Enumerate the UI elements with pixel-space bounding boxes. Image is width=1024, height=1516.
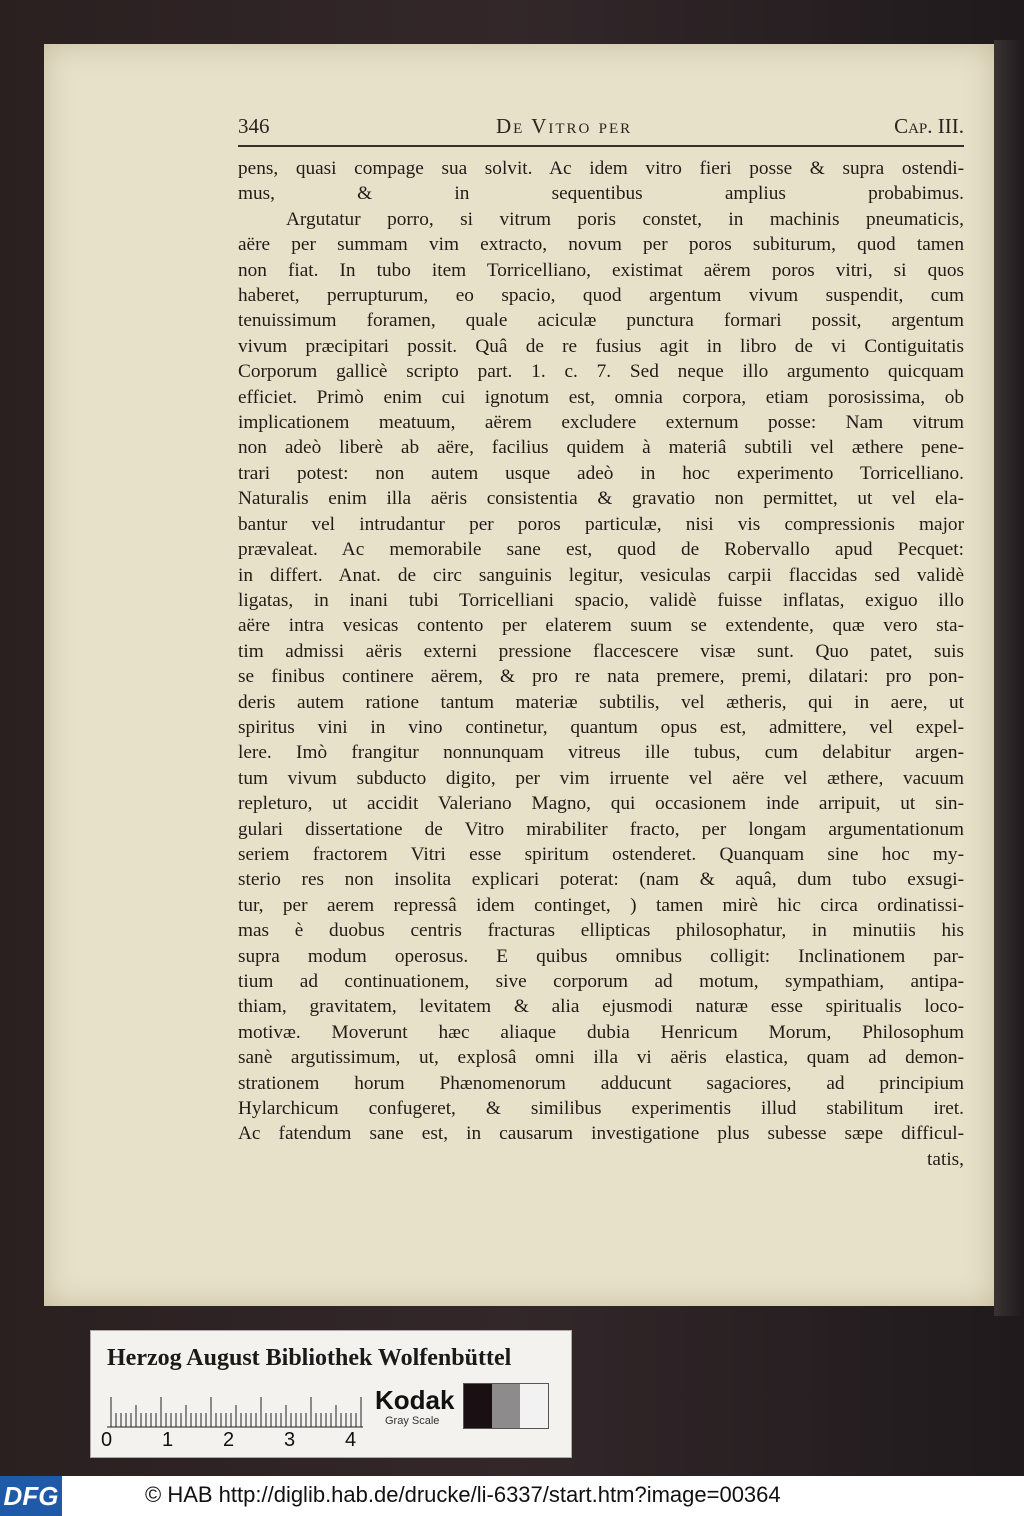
text-line: ligatas, in inani tubi Torricelliani spacio, validè fuisse inflatas, exiguo illo bbox=[238, 589, 964, 611]
text-line: aëre intra vesicas contento per elaterem suum se extendente, quæ vero sta- bbox=[238, 615, 964, 637]
text-line: efficiet. Primò enim cui ignotum est, omnia corpora, etiam porosissima, ob bbox=[238, 386, 964, 408]
text-line: vivum præcipitari possit. Quâ de re fusius agit in libro de vi Contiguitatis bbox=[238, 335, 964, 357]
text-line: supra modum operosus. E quibus omnibus colligit: Inclinationem par- bbox=[238, 945, 964, 967]
text-line: tenuissimum foramen, quale aciculæ punctura formari possit, argentum bbox=[238, 310, 964, 332]
text-line: repleturo, ut accidit Valeriano Magno, qui occasionem inde arripuit, ut sin- bbox=[238, 793, 964, 815]
catchword: tatis, bbox=[927, 1148, 964, 1170]
text-line: mus, & in sequentibus amplius probabimus. bbox=[238, 183, 964, 205]
text-line: pens, quasi compage sua solvit. Ac idem vitro fieri posse & supra ostendi- bbox=[238, 158, 964, 179]
kodak-logo: Kodak bbox=[375, 1385, 455, 1415]
text-line: non adeò liberè ab aëre, facilius quidem à materiâ subtili vel æthere pene- bbox=[238, 437, 964, 459]
footer-bar bbox=[0, 1476, 1024, 1516]
ruler-number: 2 bbox=[223, 1429, 235, 1451]
running-head bbox=[238, 114, 964, 142]
text-line: implicationem meatuum, aërem excludere externum posse: Nam vitrum bbox=[238, 412, 964, 434]
text-line: prævaleat. Ac memorabile sane est, quod de Robervallo apud Pecquet: bbox=[238, 539, 964, 561]
scale-ruler bbox=[107, 1391, 363, 1429]
text-line: gulari dissertatione de Vitro mirabiliter fracto, per longam argumentationum bbox=[238, 818, 964, 840]
text-line: trari potest: non autem usque adeò in hoc experimento Torricelliano. bbox=[238, 462, 964, 484]
text-line: bantur vel intrudantur per poros particulæ, nisi vis compressionis major bbox=[238, 513, 964, 535]
text-line: strationem horum Phænomenorum adducunt sagaciores, ad principium bbox=[238, 1072, 964, 1094]
dfg-logo: DFG bbox=[0, 1476, 62, 1516]
text-line: Naturalis enim illa aëris consistentia & gravatio non permittet, ut vel ela- bbox=[238, 488, 964, 510]
text-line: sanè argutissimum, ut, explosâ omni illa vi aëris elastica, quam ad demon- bbox=[238, 1047, 964, 1069]
text-line: tim admissi aëris externi pressione flaccescere visæ sunt. Quo patet, suis bbox=[238, 640, 964, 662]
copyright-url: © HAB http://diglib.hab.de/drucke/li-6337/start.htm?image=00364 bbox=[145, 1482, 781, 1507]
text-line: lere. Imò frangitur nonnunquam vitreus ille tubus, cum delabitur argen- bbox=[238, 742, 964, 764]
text-line: spiritus vini in vino continetur, quantum opus est, admittere, vel expel- bbox=[238, 716, 964, 738]
ruler-number: 0 bbox=[101, 1429, 113, 1451]
text-line: thiam, gravitatem, levitatem & alia ejusmodi naturæ esse spiritualis loco- bbox=[238, 996, 964, 1018]
library-name: Herzog August Bibliothek Wolfenbüttel bbox=[107, 1345, 512, 1371]
text-line: sterio res non insolita explicari poterat: (nam & aquâ, dum tubo exsugi- bbox=[238, 869, 964, 891]
header-rule bbox=[238, 145, 964, 147]
text-line: in differt. Anat. de circ sanguinis legitur, vesiculas carpii flaccidas sed validè bbox=[238, 564, 964, 586]
text-line: seriem fractorem Vitri esse spiritum ostenderet. Quanquam sine hoc my- bbox=[238, 843, 964, 865]
gray-scale-label: Gray Scale bbox=[385, 1415, 440, 1427]
chapter-label: Cap. III. bbox=[894, 114, 964, 138]
gray-swatch bbox=[464, 1384, 492, 1428]
body-text bbox=[238, 156, 964, 1172]
running-title: De Vitro per bbox=[496, 114, 633, 138]
archive-label bbox=[90, 1330, 572, 1458]
text-line: Argutatur porro, si vitrum poris constet, in machinis pneumaticis, bbox=[286, 208, 964, 230]
gray-swatch bbox=[492, 1384, 520, 1428]
text-line: Corporum gallicè scripto part. 1. c. 7. Sed neque illo argumento quicquam bbox=[238, 361, 964, 383]
gray-swatch bbox=[520, 1384, 548, 1428]
text-line: mas è duobus centris fracturas ellipticas philosophatur, in minutiis his bbox=[238, 920, 964, 942]
text-line: Ac fatendum sane est, in causarum investigatione plus subesse sæpe difficul- bbox=[238, 1123, 964, 1145]
text-line: aëre per summam vim extracto, novum per poros subiturum, quod tamen bbox=[238, 234, 964, 256]
adjacent-page-edge bbox=[994, 40, 1024, 1316]
text-line: tium ad continuationem, sive corporum ad motum, sympathiam, antipa- bbox=[238, 971, 964, 992]
text-line: tur, per aerem repressâ idem continget, ) tamen mirè hic circa ordinatissi- bbox=[238, 894, 964, 916]
text-line: Hylarchicum confugeret, & similibus experimentis illud stabilitum iret. bbox=[238, 1098, 964, 1120]
text-line: tum vivum subducto digito, per vim irruente vel aëre vel æthere, vacuum bbox=[238, 767, 964, 789]
ruler-number: 1 bbox=[162, 1429, 174, 1451]
text-line: non fiat. In tubo item Torricelliano, existimat aërem poros vitri, si quos bbox=[238, 259, 964, 281]
text-line: deris autem ratione tantum materiæ subtilis, vel ætheris, qui in aere, ut bbox=[238, 691, 964, 713]
ruler-number: 3 bbox=[284, 1429, 296, 1451]
gray-scale-swatches bbox=[463, 1383, 549, 1429]
text-line: se finibus continere aërem, & pro re nata premere, premi, dilatari: pro pon- bbox=[238, 666, 964, 688]
page-number: 346 bbox=[238, 114, 270, 138]
ruler-number: 4 bbox=[345, 1429, 357, 1451]
ruler-numbers bbox=[101, 1429, 361, 1453]
text-line: motivæ. Moverunt hæc aliaque dubia Henricum Morum, Philosophum bbox=[238, 1021, 964, 1043]
text-line: haberet, perrupturum, eo spacio, quod argentum vivum suspendit, cum bbox=[238, 285, 964, 307]
